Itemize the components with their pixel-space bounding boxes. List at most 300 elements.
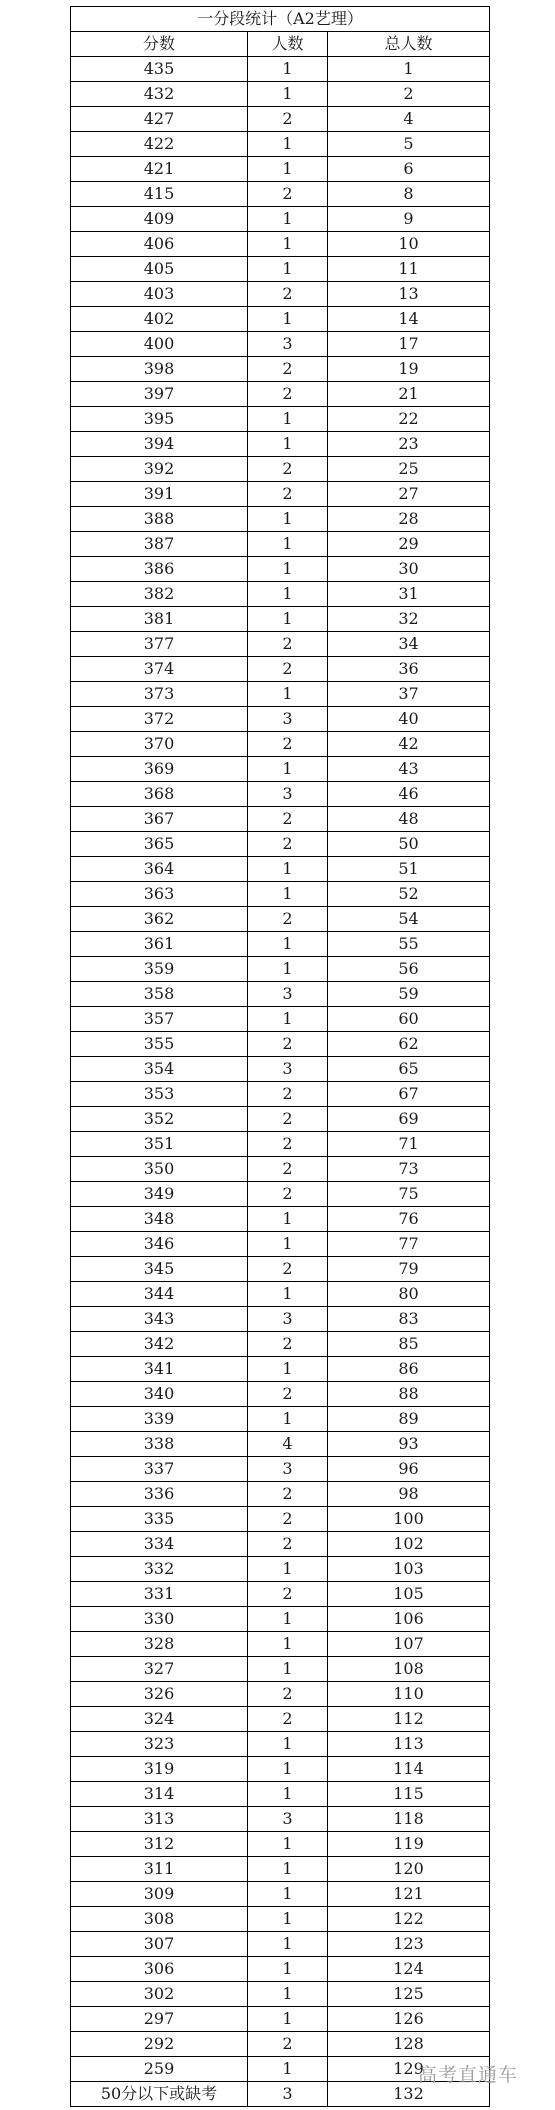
cell-score: 346 — [71, 1232, 248, 1257]
table-row — [71, 232, 490, 257]
cell-score: 334 — [71, 1532, 248, 1557]
cell-count: 1 — [248, 1357, 328, 1382]
cell-score: 400 — [71, 332, 248, 357]
cell-count: 4 — [248, 1432, 328, 1457]
cell-count: 2 — [248, 1182, 328, 1207]
cell-score: 327 — [71, 1657, 248, 1682]
cell-cumulative: 1 — [328, 57, 490, 82]
cell-score: 387 — [71, 532, 248, 557]
cell-count: 1 — [248, 957, 328, 982]
cell-score: 342 — [71, 1332, 248, 1357]
cell-score: 373 — [71, 682, 248, 707]
cell-count: 2 — [248, 282, 328, 307]
cell-count: 2 — [248, 1582, 328, 1607]
table-row — [71, 582, 490, 607]
cell-score: 339 — [71, 1407, 248, 1432]
cell-count: 1 — [248, 407, 328, 432]
cell-score: 353 — [71, 1082, 248, 1107]
cell-cumulative: 55 — [328, 932, 490, 957]
cell-count: 2 — [248, 1332, 328, 1357]
cell-score: 427 — [71, 107, 248, 132]
cell-count: 2 — [248, 807, 328, 832]
table-row — [71, 307, 490, 332]
table-row — [71, 1657, 490, 1682]
table-row — [71, 757, 490, 782]
cell-count: 2 — [248, 1482, 328, 1507]
score-table — [70, 6, 490, 2107]
table-row — [71, 732, 490, 757]
cell-cumulative: 98 — [328, 1482, 490, 1507]
cell-count: 3 — [248, 1057, 328, 1082]
cell-cumulative: 11 — [328, 257, 490, 282]
cell-count: 3 — [248, 782, 328, 807]
cell-count: 3 — [248, 707, 328, 732]
table-row — [71, 1257, 490, 1282]
cell-score: 297 — [71, 2007, 248, 2032]
cell-score: 343 — [71, 1307, 248, 1332]
cell-count: 2 — [248, 907, 328, 932]
cell-cumulative: 31 — [328, 582, 490, 607]
table-row — [71, 1207, 490, 1232]
cell-score: 349 — [71, 1182, 248, 1207]
cell-cumulative: 132 — [328, 2082, 490, 2107]
cell-count: 1 — [248, 1607, 328, 1632]
table-row — [71, 332, 490, 357]
cell-cumulative: 106 — [328, 1607, 490, 1632]
table-row — [71, 607, 490, 632]
cell-count: 1 — [248, 1857, 328, 1882]
table-row — [71, 1307, 490, 1332]
cell-count: 1 — [248, 57, 328, 82]
table-row — [71, 807, 490, 832]
table-row — [71, 1532, 490, 1557]
cell-score: 392 — [71, 457, 248, 482]
table-row — [71, 107, 490, 132]
cell-count: 3 — [248, 982, 328, 1007]
cell-cumulative: 67 — [328, 1082, 490, 1107]
table-row — [71, 257, 490, 282]
cell-score: 409 — [71, 207, 248, 232]
cell-cumulative: 108 — [328, 1657, 490, 1682]
cell-cumulative: 122 — [328, 1907, 490, 1932]
cell-cumulative: 32 — [328, 607, 490, 632]
cell-cumulative: 120 — [328, 1857, 490, 1882]
cell-cumulative: 19 — [328, 357, 490, 382]
cell-cumulative: 126 — [328, 2007, 490, 2032]
table-row — [71, 1857, 490, 1882]
table-row — [71, 1357, 490, 1382]
cell-cumulative: 50 — [328, 832, 490, 857]
cell-count: 3 — [248, 1457, 328, 1482]
cell-score: 365 — [71, 832, 248, 857]
cell-cumulative: 8 — [328, 182, 490, 207]
cell-cumulative: 52 — [328, 882, 490, 907]
table-body — [71, 57, 490, 2107]
cell-cumulative: 6 — [328, 157, 490, 182]
cell-score: 348 — [71, 1207, 248, 1232]
table-row — [71, 1507, 490, 1532]
cell-cumulative: 119 — [328, 1832, 490, 1857]
cell-score: 355 — [71, 1032, 248, 1057]
cell-score: 406 — [71, 232, 248, 257]
table-row — [71, 357, 490, 382]
table-row — [71, 1982, 490, 2007]
cell-score: 337 — [71, 1457, 248, 1482]
cell-count: 1 — [248, 1932, 328, 1957]
table-row — [71, 557, 490, 582]
table-row — [71, 507, 490, 532]
column-header-score: 分数 — [71, 32, 248, 57]
cell-cumulative: 30 — [328, 557, 490, 582]
table-row — [71, 2032, 490, 2057]
cell-score: 395 — [71, 407, 248, 432]
table-row — [71, 1407, 490, 1432]
cell-count: 1 — [248, 1832, 328, 1857]
cell-score: 398 — [71, 357, 248, 382]
table-row — [71, 382, 490, 407]
table-row — [71, 1832, 490, 1857]
cell-count: 1 — [248, 557, 328, 582]
cell-count: 2 — [248, 357, 328, 382]
cell-score: 432 — [71, 82, 248, 107]
cell-score: 311 — [71, 1857, 248, 1882]
cell-cumulative: 76 — [328, 1207, 490, 1232]
cell-cumulative: 54 — [328, 907, 490, 932]
cell-count: 2 — [248, 107, 328, 132]
cell-count: 1 — [248, 207, 328, 232]
cell-count: 1 — [248, 1907, 328, 1932]
cell-cumulative: 96 — [328, 1457, 490, 1482]
cell-cumulative: 105 — [328, 1582, 490, 1607]
cell-cumulative: 100 — [328, 1507, 490, 1532]
cell-count: 1 — [248, 1757, 328, 1782]
cell-count: 1 — [248, 882, 328, 907]
cell-count: 2 — [248, 732, 328, 757]
cell-score: 388 — [71, 507, 248, 532]
cell-count: 2 — [248, 1507, 328, 1532]
cell-cumulative: 112 — [328, 1707, 490, 1732]
table-row — [71, 82, 490, 107]
cell-cumulative: 14 — [328, 307, 490, 332]
cell-count: 1 — [248, 157, 328, 182]
cell-count: 1 — [248, 2057, 328, 2082]
cell-cumulative: 17 — [328, 332, 490, 357]
cell-score: 302 — [71, 1982, 248, 2007]
cell-cumulative: 46 — [328, 782, 490, 807]
cell-cumulative: 93 — [328, 1432, 490, 1457]
cell-score: 351 — [71, 1132, 248, 1157]
cell-count: 1 — [248, 232, 328, 257]
table-row — [71, 532, 490, 557]
cell-count: 3 — [248, 1807, 328, 1832]
cell-count: 2 — [248, 182, 328, 207]
cell-cumulative: 2 — [328, 82, 490, 107]
cell-count: 1 — [248, 507, 328, 532]
cell-score: 359 — [71, 957, 248, 982]
cell-count: 1 — [248, 1407, 328, 1432]
cell-count: 1 — [248, 682, 328, 707]
table-row — [71, 1582, 490, 1607]
cell-count: 1 — [248, 1007, 328, 1032]
cell-count: 1 — [248, 1232, 328, 1257]
table-row — [71, 657, 490, 682]
cell-score: 313 — [71, 1807, 248, 1832]
cell-score: 344 — [71, 1282, 248, 1307]
cell-count: 1 — [248, 757, 328, 782]
cell-count: 2 — [248, 482, 328, 507]
cell-cumulative: 73 — [328, 1157, 490, 1182]
cell-score: 382 — [71, 582, 248, 607]
cell-score: 403 — [71, 282, 248, 307]
cell-count: 2 — [248, 657, 328, 682]
cell-score: 358 — [71, 982, 248, 1007]
table-row — [71, 857, 490, 882]
cell-score: 364 — [71, 857, 248, 882]
table-row — [71, 982, 490, 1007]
cell-cumulative: 121 — [328, 1882, 490, 1907]
cell-score: 314 — [71, 1782, 248, 1807]
cell-cumulative: 107 — [328, 1632, 490, 1657]
table-row — [71, 1132, 490, 1157]
cell-count: 1 — [248, 132, 328, 157]
table-row — [71, 1057, 490, 1082]
cell-count: 1 — [248, 1207, 328, 1232]
table-row — [71, 282, 490, 307]
cell-cumulative: 85 — [328, 1332, 490, 1357]
cell-count: 1 — [248, 1882, 328, 1907]
cell-cumulative: 27 — [328, 482, 490, 507]
table-row — [71, 1957, 490, 1982]
cell-count: 1 — [248, 582, 328, 607]
cell-score: 402 — [71, 307, 248, 332]
cell-count: 3 — [248, 332, 328, 357]
cell-count: 2 — [248, 1082, 328, 1107]
column-header-cumulative: 总人数 — [328, 32, 490, 57]
cell-score: 326 — [71, 1682, 248, 1707]
cell-score: 292 — [71, 2032, 248, 2057]
cell-count: 1 — [248, 257, 328, 282]
table-row — [71, 882, 490, 907]
table-row — [71, 1707, 490, 1732]
table-row — [71, 482, 490, 507]
table-row — [71, 1807, 490, 1832]
cell-cumulative: 65 — [328, 1057, 490, 1082]
cell-cumulative: 62 — [328, 1032, 490, 1057]
cell-count: 1 — [248, 1782, 328, 1807]
table-row — [71, 2007, 490, 2032]
cell-score: 391 — [71, 482, 248, 507]
table-row — [71, 1732, 490, 1757]
table-row — [71, 1282, 490, 1307]
cell-cumulative: 56 — [328, 957, 490, 982]
table-row — [71, 1382, 490, 1407]
cell-score: 335 — [71, 1507, 248, 1532]
cell-score: 331 — [71, 1582, 248, 1607]
cell-cumulative: 114 — [328, 1757, 490, 1782]
table-row — [71, 1007, 490, 1032]
cell-score: 341 — [71, 1357, 248, 1382]
cell-count: 1 — [248, 1282, 328, 1307]
cell-score: 415 — [71, 182, 248, 207]
table-row — [71, 157, 490, 182]
cell-score: 336 — [71, 1482, 248, 1507]
cell-cumulative: 28 — [328, 507, 490, 532]
table-row — [71, 782, 490, 807]
cell-cumulative: 69 — [328, 1107, 490, 1132]
cell-cumulative: 118 — [328, 1807, 490, 1832]
cell-count: 2 — [248, 832, 328, 857]
table-row — [71, 407, 490, 432]
cell-score: 323 — [71, 1732, 248, 1757]
cell-cumulative: 75 — [328, 1182, 490, 1207]
cell-score: 386 — [71, 557, 248, 582]
cell-cumulative: 25 — [328, 457, 490, 482]
cell-count: 2 — [248, 1032, 328, 1057]
table-row — [71, 1607, 490, 1632]
watermark-text: 高考直通车 — [418, 2064, 519, 2086]
cell-count: 3 — [248, 1307, 328, 1332]
cell-count: 1 — [248, 857, 328, 882]
score-distribution-sheet — [70, 6, 489, 2107]
cell-score: 367 — [71, 807, 248, 832]
cell-count: 2 — [248, 382, 328, 407]
cell-cumulative: 51 — [328, 857, 490, 882]
cell-cumulative: 9 — [328, 207, 490, 232]
cell-score: 435 — [71, 57, 248, 82]
table-row — [71, 1882, 490, 1907]
cell-count: 1 — [248, 1657, 328, 1682]
cell-count: 2 — [248, 457, 328, 482]
cell-cumulative: 89 — [328, 1407, 490, 1432]
cell-score: 312 — [71, 1832, 248, 1857]
cell-cumulative: 77 — [328, 1232, 490, 1257]
table-row — [71, 957, 490, 982]
cell-score: 309 — [71, 1882, 248, 1907]
cell-cumulative: 5 — [328, 132, 490, 157]
cell-score: 368 — [71, 782, 248, 807]
table-row — [71, 682, 490, 707]
cell-count: 2 — [248, 1682, 328, 1707]
table-row — [71, 632, 490, 657]
cell-count: 1 — [248, 82, 328, 107]
table-row — [71, 1032, 490, 1057]
cell-count: 3 — [248, 2082, 328, 2107]
cell-score: 363 — [71, 882, 248, 907]
cell-count: 2 — [248, 632, 328, 657]
table-row — [71, 832, 490, 857]
cell-cumulative: 123 — [328, 1932, 490, 1957]
cell-count: 2 — [248, 1382, 328, 1407]
table-row — [71, 207, 490, 232]
cell-score: 338 — [71, 1432, 248, 1457]
cell-cumulative: 128 — [328, 2032, 490, 2057]
cell-cumulative: 129 — [328, 2057, 490, 2082]
table-row — [71, 1182, 490, 1207]
cell-cumulative: 36 — [328, 657, 490, 682]
cell-cumulative: 103 — [328, 1557, 490, 1582]
cell-count: 2 — [248, 1532, 328, 1557]
cell-score: 361 — [71, 932, 248, 957]
cell-cumulative: 125 — [328, 1982, 490, 2007]
cell-score: 330 — [71, 1607, 248, 1632]
cell-score: 372 — [71, 707, 248, 732]
cell-score: 381 — [71, 607, 248, 632]
cell-score: 421 — [71, 157, 248, 182]
cell-count: 2 — [248, 1157, 328, 1182]
cell-cumulative: 22 — [328, 407, 490, 432]
table-row — [71, 132, 490, 157]
table-row — [71, 1682, 490, 1707]
cell-score: 362 — [71, 907, 248, 932]
cell-cumulative: 59 — [328, 982, 490, 1007]
cell-cumulative: 42 — [328, 732, 490, 757]
cell-count: 2 — [248, 2032, 328, 2057]
cell-score: 50分以下或缺考 — [71, 2082, 248, 2107]
table-row — [71, 457, 490, 482]
cell-count: 1 — [248, 1982, 328, 2007]
cell-cumulative: 23 — [328, 432, 490, 457]
cell-score: 324 — [71, 1707, 248, 1732]
cell-score: 397 — [71, 382, 248, 407]
table-row — [71, 1332, 490, 1357]
cell-score: 377 — [71, 632, 248, 657]
cell-count: 2 — [248, 1107, 328, 1132]
table-row — [71, 1632, 490, 1657]
cell-cumulative: 60 — [328, 1007, 490, 1032]
cell-cumulative: 48 — [328, 807, 490, 832]
cell-cumulative: 102 — [328, 1532, 490, 1557]
cell-cumulative: 86 — [328, 1357, 490, 1382]
cell-count: 2 — [248, 1132, 328, 1157]
table-header-row — [71, 32, 490, 57]
table-row — [71, 1932, 490, 1957]
cell-cumulative: 43 — [328, 757, 490, 782]
cell-score: 352 — [71, 1107, 248, 1132]
cell-count: 1 — [248, 1732, 328, 1757]
table-row — [71, 1782, 490, 1807]
cell-cumulative: 13 — [328, 282, 490, 307]
cell-cumulative: 115 — [328, 1782, 490, 1807]
cell-score: 259 — [71, 2057, 248, 2082]
cell-cumulative: 124 — [328, 1957, 490, 1982]
cell-count: 1 — [248, 1957, 328, 1982]
cell-cumulative: 29 — [328, 532, 490, 557]
cell-cumulative: 71 — [328, 1132, 490, 1157]
table-row — [71, 1082, 490, 1107]
cell-score: 394 — [71, 432, 248, 457]
cell-cumulative: 79 — [328, 1257, 490, 1282]
cell-cumulative: 21 — [328, 382, 490, 407]
cell-score: 307 — [71, 1932, 248, 1957]
table-row — [71, 432, 490, 457]
cell-score: 319 — [71, 1757, 248, 1782]
cell-count: 1 — [248, 532, 328, 557]
cell-cumulative: 88 — [328, 1382, 490, 1407]
cell-score: 374 — [71, 657, 248, 682]
cell-cumulative: 10 — [328, 232, 490, 257]
table-title: 一分段统计（A2艺理） — [71, 7, 490, 32]
cell-cumulative: 110 — [328, 1682, 490, 1707]
cell-score: 308 — [71, 1907, 248, 1932]
table-row — [71, 907, 490, 932]
table-row — [71, 932, 490, 957]
cell-cumulative: 83 — [328, 1307, 490, 1332]
cell-score: 422 — [71, 132, 248, 157]
table-title-row — [71, 7, 490, 32]
cell-cumulative: 4 — [328, 107, 490, 132]
table-row — [71, 182, 490, 207]
table-row — [71, 1457, 490, 1482]
